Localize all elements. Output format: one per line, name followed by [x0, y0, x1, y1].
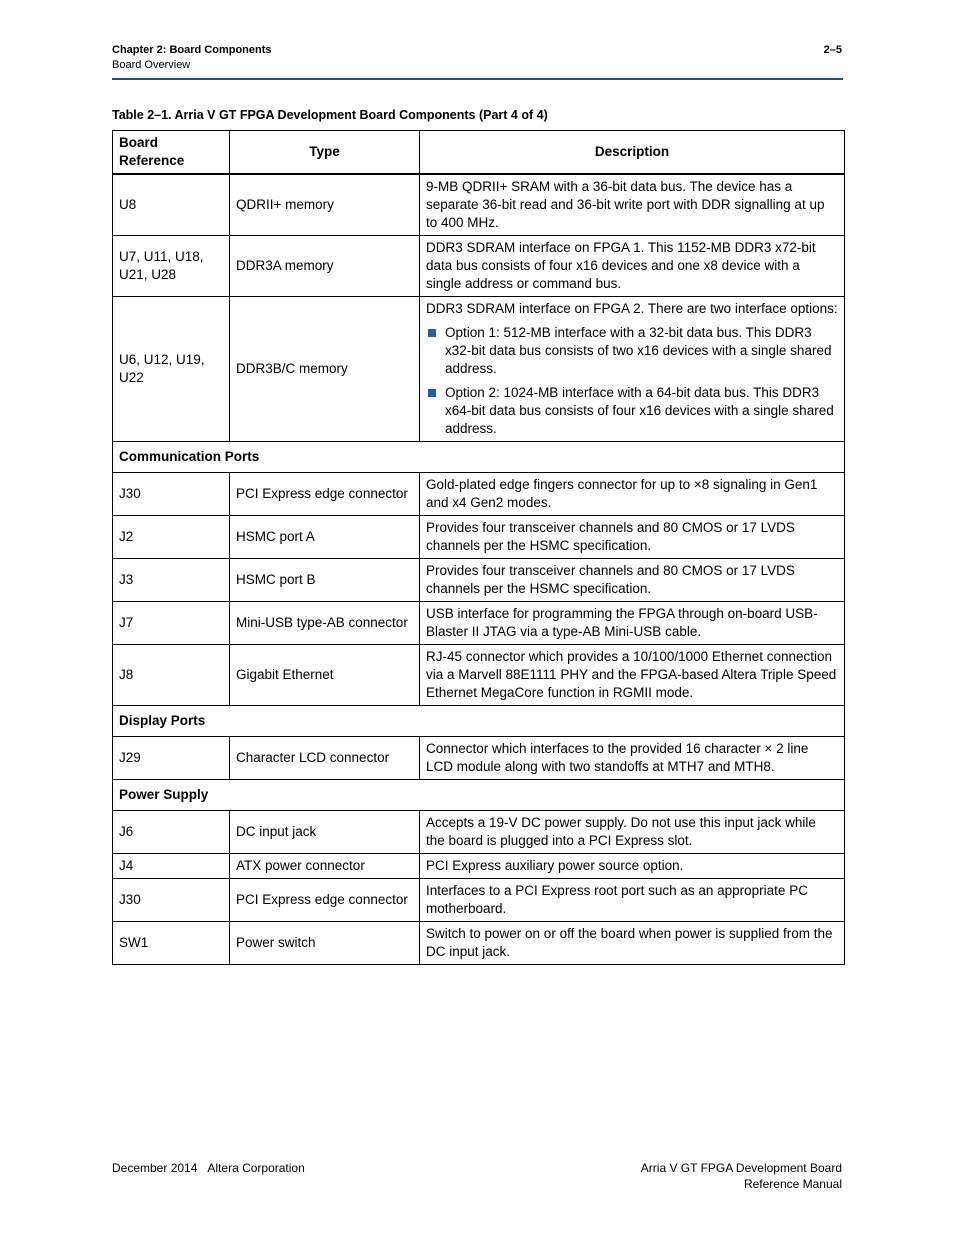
- description-cell: 9-MB QDRII+ SRAM with a 36-bit data bus. The device has a separate 36-bit read and 36-bit write port with DDR signalling at up to 400 MHz.: [420, 174, 845, 236]
- column-header-type: Type: [230, 131, 420, 175]
- type-cell: DC input jack: [230, 811, 420, 854]
- section-row-communication-ports: [113, 442, 845, 473]
- description-cell: [420, 297, 845, 442]
- table-row: [113, 516, 845, 559]
- board-reference-cell: J7: [113, 602, 230, 645]
- board-reference-cell: J4: [113, 854, 230, 879]
- description-cell: USB interface for programming the FPGA through on-board USB-Blaster II JTAG via a type-AB Mini-USB cable.: [420, 602, 845, 645]
- type-cell: Character LCD connector: [230, 737, 420, 780]
- footer-date: December 2014: [112, 1161, 198, 1175]
- type-cell: DDR3A memory: [230, 236, 420, 297]
- board-reference-cell: U8: [113, 174, 230, 236]
- bullet-square-icon: [428, 329, 436, 337]
- bullet-item: [426, 384, 838, 438]
- description-cell: Provides four transceiver channels and 80 CMOS or 17 LVDS channels per the HSMC specification.: [420, 559, 845, 602]
- table-row: [113, 811, 845, 854]
- board-reference-cell: J30: [113, 473, 230, 516]
- table-row: [113, 236, 845, 297]
- chapter-title: Chapter 2: Board Components: [112, 44, 272, 56]
- table-caption: Table 2–1. Arria V GT FPGA Development Board Components (Part 4 of 4): [112, 108, 548, 122]
- footer-left: [112, 1160, 305, 1176]
- board-reference-cell: U6, U12, U19, U22: [113, 297, 230, 442]
- components-table: [112, 130, 845, 965]
- board-reference-cell: J6: [113, 811, 230, 854]
- description-intro: DDR3 SDRAM interface on FPGA 2. There are two interface options:: [426, 301, 838, 316]
- type-cell: ATX power connector: [230, 854, 420, 879]
- description-cell: Connector which interfaces to the provided 16 character × 2 line LCD module along with two standoffs at MTH7 and MTH8.: [420, 737, 845, 780]
- board-reference-cell: J29: [113, 737, 230, 780]
- bullet-text: Option 2: 1024-MB interface with a 64-bit data bus. This DDR3 x64-bit data bus consists of four x16 devices with a single shared address.: [445, 385, 834, 436]
- section-row-display-ports: [113, 706, 845, 737]
- board-reference-cell: J2: [113, 516, 230, 559]
- type-cell: DDR3B/C memory: [230, 297, 420, 442]
- table-row: [113, 854, 845, 879]
- type-cell: PCI Express edge connector: [230, 473, 420, 516]
- footer-right: [641, 1160, 842, 1192]
- table-row: [113, 559, 845, 602]
- description-cell: PCI Express auxiliary power source option.: [420, 854, 845, 879]
- table-row: [113, 879, 845, 922]
- board-reference-cell: U7, U11, U18, U21, U28: [113, 236, 230, 297]
- section-heading: Display Ports: [113, 706, 845, 737]
- section-title: Board Overview: [112, 59, 191, 71]
- description-cell: Accepts a 19-V DC power supply. Do not use this input jack while the board is plugged into a PCI Express slot.: [420, 811, 845, 854]
- table-row: [113, 737, 845, 780]
- description-cell: Interfaces to a PCI Express root port such as an appropriate PC motherboard.: [420, 879, 845, 922]
- description-cell: RJ-45 connector which provides a 10/100/1000 Ethernet connection via a Marvell 88E1111 PHY and the FPGA-based Altera Triple Speed Ethernet MegaCore function in RGMII mode.: [420, 645, 845, 706]
- type-cell: HSMC port B: [230, 559, 420, 602]
- table-row: [113, 602, 845, 645]
- board-reference-cell: J30: [113, 879, 230, 922]
- description-cell: Switch to power on or off the board when power is supplied from the DC input jack.: [420, 922, 845, 965]
- footer-document-title: Arria V GT FPGA Development Board: [640, 1161, 842, 1175]
- column-header-board-reference: Board Reference: [113, 131, 230, 175]
- table-row: [113, 297, 845, 442]
- page-number: 2–5: [823, 44, 842, 56]
- table-row: [113, 174, 845, 236]
- type-cell: Power switch: [230, 922, 420, 965]
- type-cell: Gigabit Ethernet: [230, 645, 420, 706]
- board-reference-cell: SW1: [113, 922, 230, 965]
- type-cell: HSMC port A: [230, 516, 420, 559]
- header-rule: [112, 78, 843, 80]
- description-cell: Provides four transceiver channels and 80 CMOS or 17 LVDS channels per the HSMC specification.: [420, 516, 845, 559]
- table-row: [113, 645, 845, 706]
- board-reference-cell: J3: [113, 559, 230, 602]
- bullet-item: [426, 324, 838, 378]
- section-heading: Power Supply: [113, 780, 845, 811]
- type-cell: PCI Express edge connector: [230, 879, 420, 922]
- type-cell: QDRII+ memory: [230, 174, 420, 236]
- table-row: [113, 473, 845, 516]
- column-header-description: Description: [420, 131, 845, 175]
- table-row: [113, 922, 845, 965]
- table-header-row: [113, 131, 845, 175]
- section-heading: Communication Ports: [113, 442, 845, 473]
- bullet-text: Option 1: 512-MB interface with a 32-bit data bus. This DDR3 x32-bit data bus consists of two x16 devices with a single shared address.: [445, 325, 832, 376]
- section-row-power-supply: [113, 780, 845, 811]
- running-header-left: [112, 43, 272, 73]
- type-cell: Mini-USB type-AB connector: [230, 602, 420, 645]
- footer-company: Altera Corporation: [207, 1161, 305, 1175]
- footer-document-type: Reference Manual: [743, 1177, 842, 1191]
- board-reference-cell: J8: [113, 645, 230, 706]
- description-cell: DDR3 SDRAM interface on FPGA 1. This 1152-MB DDR3 x72-bit data bus consists of four x16 devices and one x8 device with a single address or command bus.: [420, 236, 845, 297]
- description-cell: Gold-plated edge fingers connector for up to ×8 signaling in Gen1 and x4 Gen2 modes.: [420, 473, 845, 516]
- bullet-square-icon: [428, 389, 436, 397]
